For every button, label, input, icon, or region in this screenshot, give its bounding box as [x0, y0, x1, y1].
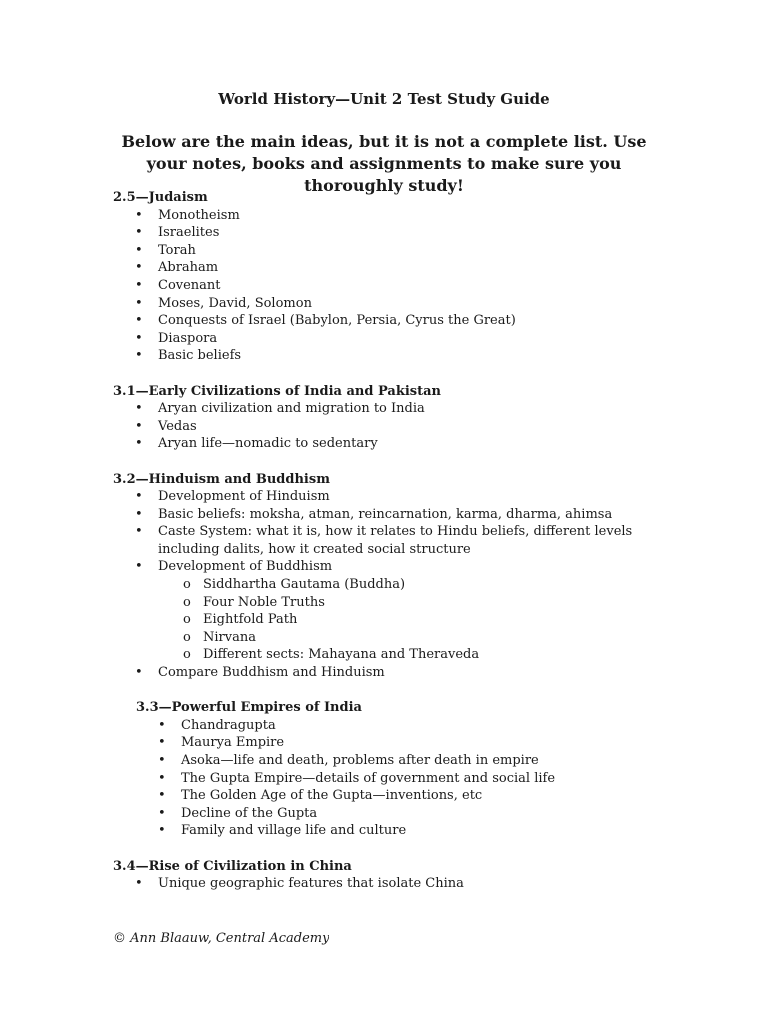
bullet-item-text: Covenant — [158, 277, 221, 293]
bullet-item — [136, 822, 673, 840]
sub-bullet-list — [158, 576, 673, 664]
section — [113, 189, 673, 365]
bullet-item-text: Basic beliefs — [158, 348, 242, 364]
bullet-item-text: Development of Buddhism — [158, 559, 333, 575]
bullet-item-text: Moses, David, Solomon — [158, 295, 312, 311]
bullet-item — [113, 418, 673, 436]
bullet-item-text: Maurya Empire — [181, 735, 285, 751]
bullet-item — [113, 488, 673, 506]
bullet-item — [136, 770, 673, 788]
section-heading: 3.1—Early Civilizations of India and Pakistan — [113, 383, 441, 399]
bullet-item — [113, 400, 673, 418]
bullet-item — [113, 875, 673, 893]
bullet-item-text: Diaspora — [158, 330, 218, 346]
section-heading: 2.5—Judaism — [113, 190, 208, 205]
bullet-item — [113, 506, 673, 524]
sub-bullet-item: o Four Noble Truths — [158, 594, 673, 612]
intro-paragraph: Below are the main ideas, but it is not a complete list. Use your notes, books and assignments to make sure you thoroughly study! — [121, 132, 647, 195]
bullet-item — [113, 664, 673, 682]
bullet-item — [136, 805, 673, 823]
bullet-item — [113, 330, 673, 348]
section-heading: 3.4—Rise of Civilization in China — [113, 858, 352, 874]
bullet-item-text: Vedas — [158, 418, 197, 434]
sub-bullet-item: o Nirvana — [158, 629, 673, 647]
bullet-item-text: Development of Hinduism — [158, 489, 330, 505]
bullet-item-text: The Golden Age of the Gupta—inventions, etc — [181, 788, 483, 804]
bullet-item — [113, 347, 673, 365]
bullet-item — [136, 787, 673, 805]
bullet-item-text: Decline of the Gupta — [181, 805, 318, 821]
bullet-item — [113, 435, 673, 453]
sub-bullet-item: o Different sects: Mahayana and Theraveda — [158, 646, 673, 664]
bullet-item — [113, 312, 673, 330]
section-heading: 3.3—Powerful Empires of India — [136, 700, 362, 716]
bullet-list — [113, 400, 673, 453]
bullet-item-text: Conquests of Israel (Babylon, Persia, Cyrus the Great) — [158, 313, 516, 329]
bullet-item-text: Chandragupta — [181, 717, 276, 733]
bullet-item-text: Family and village life and culture — [181, 823, 407, 839]
section-heading: 3.2—Hinduism and Buddhism — [113, 471, 330, 487]
bullet-item-text: Unique geographic features that isolate China — [158, 876, 464, 892]
bullet-item-text: Compare Buddhism and Hinduism — [158, 665, 385, 681]
copyright-footer: © Ann Blaauw, Central Academy — [113, 931, 330, 945]
bullet-item-text: The Gupta Empire—details of government and social life — [181, 770, 556, 786]
page-title: World History—Unit 2 Test Study Guide — [218, 90, 550, 108]
bullet-list — [113, 488, 673, 682]
bullet-item-text: Israelites — [158, 225, 220, 241]
bullet-item — [113, 242, 673, 260]
bullet-item-text: Monotheism — [158, 207, 240, 223]
bullet-item-text: Asoka—life and death, problems after death in empire — [181, 753, 539, 768]
section — [113, 858, 673, 893]
bullet-item — [113, 558, 673, 664]
bullet-item — [113, 224, 673, 242]
bullet-item — [136, 734, 673, 752]
bullet-list — [113, 207, 673, 365]
bullet-item — [136, 717, 673, 735]
bullet-item — [136, 752, 673, 770]
bullet-list — [136, 717, 673, 840]
bullet-item — [113, 277, 673, 295]
section — [113, 383, 673, 453]
bullet-item — [113, 259, 673, 277]
bullet-item-text: Aryan life—nomadic to sedentary — [158, 436, 378, 452]
bullet-item — [113, 523, 673, 558]
section — [113, 699, 673, 840]
bullet-item-text: Aryan civilization and migration to India — [158, 401, 425, 417]
bullet-item-text: Torah — [158, 242, 196, 258]
bullet-item-text: Caste System: what it is, how it relates to Hindu beliefs, different levels including dalits, how it created social structure — [158, 524, 633, 557]
bullet-item-text: Basic beliefs: moksha, atman, reincarnation, karma, dharma, ahimsa — [158, 506, 613, 522]
bullet-item — [113, 207, 673, 225]
bullet-list — [113, 875, 673, 893]
study-guide-content — [113, 189, 673, 893]
sub-bullet-item: o Eightfold Path — [158, 611, 673, 629]
bullet-item — [113, 295, 673, 313]
section — [113, 471, 673, 682]
bullet-item-text: Abraham — [158, 260, 219, 276]
sub-bullet-item: o Siddhartha Gautama (Buddha) — [158, 576, 673, 594]
